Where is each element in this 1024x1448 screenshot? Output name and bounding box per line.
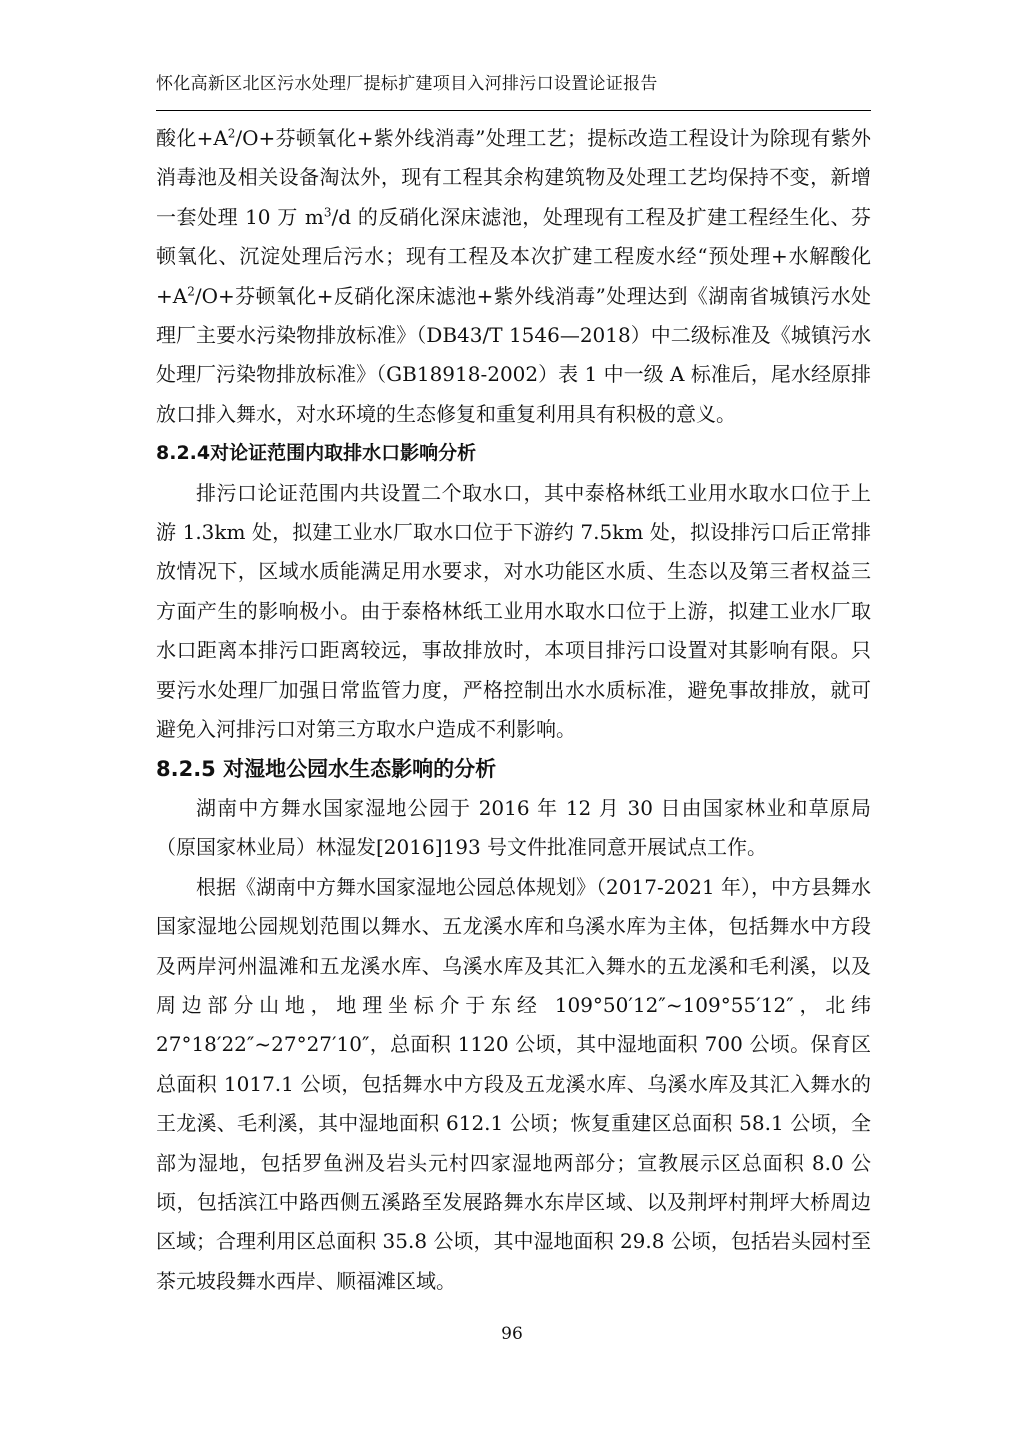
section-heading-8-2-4: 8.2.4对论证范围内取排水口影响分析 [156, 442, 477, 465]
header-divider [156, 110, 871, 111]
superscript-2: 2 [227, 126, 236, 141]
page-number: 96 [501, 1324, 523, 1344]
intro-text-part-3: /d 的反硝化深床滤池，处理现有工程及扩建工程经生化、芬顿氧化、沉淀处理后污水；现有工程及本次扩建工程废水经“预处理+水解酸化+A [156, 204, 871, 308]
section-8-2-5-paragraph-1: 湖南中方舞水国家湿地公园于 2016 年 12 月 30 日由国家林业和草原局（原国家林业局）林湿发[2016]193 号文件批准同意开展试点工作。 [156, 795, 871, 860]
page-header: 怀化高新区北区污水处理厂提标扩建项目入河排污口设置论证报告 [156, 74, 658, 94]
section-8-2-5-paragraph-2: 根据《湖南中方舞水国家湿地公园总体规划》（2017-2021 年），中方县舞水国家湿地公园规划范围以舞水、五龙溪水库和乌溪水库为主体，包括舞水中方段及两岸河州温滩和五龙溪水库、乌溪水库及其汇入舞水的五龙溪和毛利溪，以及周边部分山地，地理坐标介于东经 109°50′12″~109°55′12″，北纬 27°18′22″~27°27′10″，总面积 1120 公顷，其中湿地面积 700 公顷。保育区总面积 1017.1 公顷，包括舞水中方段及五龙溪水库、乌溪水库及其汇入舞水的王龙溪、毛利溪，其中湿地面积 612.1 公顷；恢复重建区总面积 58.1 公顷，全部为湿地，包括罗鱼洲及岩头元村四家湿地两部分；宣教展示区总面积 8.0 公顷，包括滨江中路西侧五溪路至发展路舞水东岸区域、以及荆坪村荆坪大桥周边区域；合理利用区总面积 35.8 公顷，其中湿地面积 29.8 公顷，包括岩头园村至茶元坡段舞水西岸、顺福滩区域。 [156, 874, 871, 1293]
intro-paragraph [156, 119, 871, 434]
superscript-2b: 2 [187, 283, 195, 298]
intro-text-part-2: /O+芬顿氧化+紫外线消毒”处理工艺；提标改造工程设计为除现有紫外消毒池及相关设备淘汰外，现有工程其余构建筑物及处理工艺均保持不变，新增一套处理 10 万 m [156, 126, 871, 229]
page-body [156, 119, 871, 1301]
section-8-2-4-paragraph: 排污口论证范围内共设置二个取水口，其中泰格林纸工业用水取水口位于上游 1.3km 处，拟建工业水厂取水口位于下游约 7.5km 处，拟设排污口后正常排放情况下，区域水质能满足用水要求，对水功能区水质、生态以及第三者权益三方面产生的影响极小。由于泰格林纸工业用水取水口位于上游，拟建工业水厂取水口距离本排污口距离较远，事故排放时，本项目排污口设置对其影响有限。只要污水处理厂加强日常监管力度，严格控制出水水质标准，避免事故排放，就可避免入河排污口对第三方取水户造成不利影响。 [156, 480, 871, 742]
intro-text-part-1: 酸化+A [156, 126, 228, 150]
intro-text-part-4: /O+芬顿氧化+反硝化深床滤池+紫外线消毒”处理达到《湖南省城镇污水处理厂主要水污染物排放标准》（DB43/T 1546—2018）中二级标准及《城镇污水处理厂污染物排放标准》（GB18918-2002）表 1 中一级 A 标准后，尾水经原排放口排入舞水，对水环境的生态修复和重复利用具有积极的意义。 [156, 283, 871, 426]
superscript-3: 3 [323, 205, 332, 220]
section-heading-8-2-5: 8.2.5 对湿地公园水生态影响的分析 [156, 756, 497, 781]
